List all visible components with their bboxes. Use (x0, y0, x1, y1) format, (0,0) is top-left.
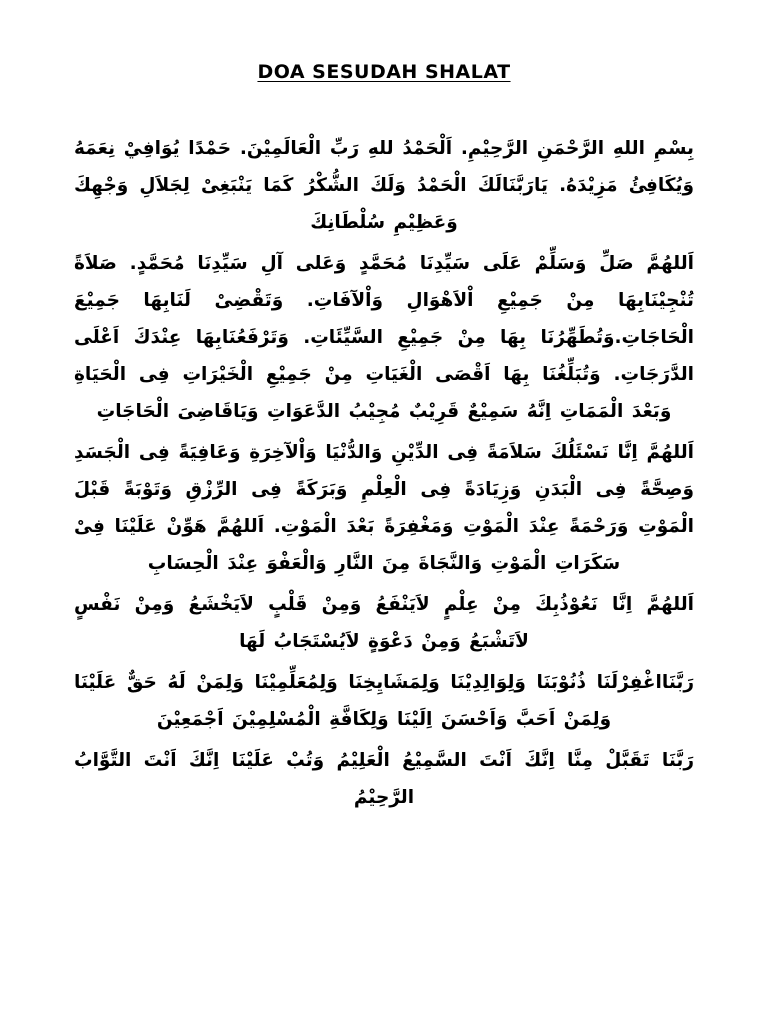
prayer-paragraph-istighfar: رَبَّنَااغْفِرْلَنَا ذُنُوْبَنَا وَلِوَالِدِيْنَا وَلِمَشَايِخِنَا وَلِمُعَلِّمِيْنَا وَلِمَنْ لَهُ حَقٌّ عَلَيْنَا وَلِمَنْ اَحَبَّ وَاَحْسَنَ اِلَيْنَا وَلِكَافَّةِ الْمُسْلِمِيْنَ اَجْمَعِيْنَ (74, 672, 694, 730)
document-title: DOA SESUDAH SHALAT (257, 61, 511, 83)
prayer-body (74, 130, 694, 816)
prayer-paragraph-salamah: اَللهُمَّ اِنَّا نَسْئَلُكَ سَلاَمَةً فِى الدِّيْنِ وَالدُّنْيَا وَاْلآخِرَةِ وَعَافِيَةً فِى الْجَسَدِ وَصِحَّةً فِى الْبَدَنِ وَزِيَادَةً فِى الْعِلْمِ وَبَرَكَةً فِى الرِّزْقِ وَتَوْبَةً قَبْلَ الْمَوْتِ وَرَحْمَةً عِنْدَ الْمَوْتِ وَمَغْفِرَةً بَعْدَ الْمَوْتِ. اَللهُمَّ هَوِّنْ عَلَيْنَا فِىْ سَكَرَاتِ الْمَوْتِ وَالنَّجَاةَ مِنَ النَّارِ وَالْعَفْوَ عِنْدَ الْحِسَابِ (74, 442, 694, 574)
prayer-paragraph-shalawat: اَللهُمَّ صَلِّ وَسَلِّمْ عَلَى سَيِّدِنَا مُحَمَّدٍ وَعَلى آلِ سَيِّدِنَا مُحَمَّدٍ. صَلاَةً تُنْجِيْنَابِهَا مِنْ جَمِيْعِ اْلاَهْوَالِ وَاْلآفَاتِ. وَتَقْضِىْ لَنَابِهَا جَمِيْعَ الْحَاجَاتِ.وَتُطَهِّرُنَا بِهَا مِنْ جَمِيْعِ السَّيِّئَاتِ. وَتَرْفَعُنَابِهَا عِنْدَكَ اَعْلَى الدَّرَجَاتِ. وَتُبَلِّغُنَا بِهَا اَقْصَى الْغَيَاتِ مِنْ جَمِيْعِ الْخَيْرَاتِ فِى الْحَيَاةِ وَبَعْدَ الْمَمَاتِ اِنَّهُ سَمِيْعٌ قَرِيْبٌ مُجِيْبُ الدَّعَوَاتِ وَيَاقَاضِىَ الْحَاجَاتِ (74, 253, 694, 422)
prayer-paragraph-opening: بِسْمِ اللهِ الرَّحْمَنِ الرَّحِيْمِ. اَلْحَمْدُ للهِ رَبِّ الْعَالَمِيْنَ. حَمْدًا يُوَافِيْ نِعَمَهُ وَيُكَافِئُ مَزِيْدَهُ. يَارَبَّنَالَكَ الْحَمْدُ وَلَكَ الشُّكْرُ كَمَا يَنْبَغِىْ لِجَلاَلِ وَجْهِكَ وَعَظِيْمِ سُلْطَانِكَ (74, 138, 694, 233)
prayer-paragraph-closing: رَبَّنَا تَقَبَّلْ مِنَّا اِنَّكَ اَنْتَ السَّمِيْعُ الْعَلِيْمُ وَتُبْ عَلَيْنَا اِنَّكَ اَنْتَ التَّوَّابُ الرَّحِيْمُ (74, 750, 694, 808)
prayer-paragraph-taawwudz: اَللهُمَّ اِنَّا نَعُوْذُبِكَ مِنْ عِلْمٍ لاَيَنْفَعُ وَمِنْ قَلْبٍ لاَيَخْشَعُ وَمِنْ نَفْسٍ لاَتَشْبَعُ وَمِنْ دَعْوَةٍ لاَيُسْتَجَابُ لَهَا (74, 594, 694, 652)
